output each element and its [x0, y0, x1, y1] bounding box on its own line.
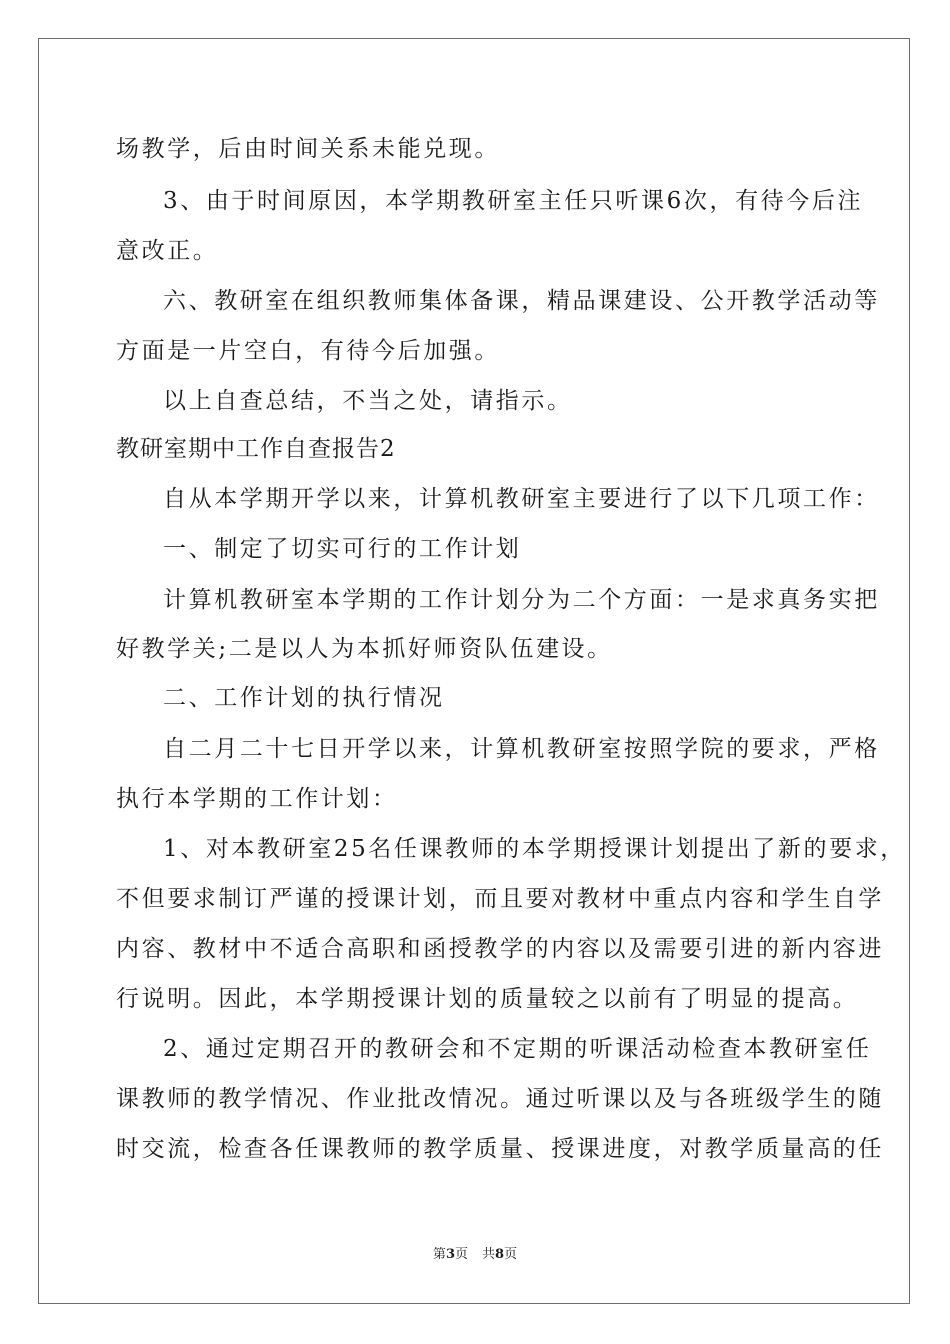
total-prefix: 共 [482, 1247, 496, 1262]
text-line: 自从本学期开学以来，计算机教研室主要进行了以下几项工作： [163, 486, 880, 512]
text-line: 意改正。 [116, 238, 219, 264]
text-line: 1、对本教研室25名任课教师的本学期授课计划提出了新的要求， [163, 836, 906, 862]
text-line: 3、由于时间原因，本学期教研室主任只听课6次，有待今后注 [163, 188, 864, 214]
text-line: 不但要求制订严谨的授课计划，而且要对教材中重点内容和学生自学 [116, 886, 884, 912]
page-suffix: 页 [454, 1247, 468, 1262]
text-line: 场教学，后由时间关系未能兑现。 [116, 136, 500, 162]
text-line: 二、工作计划的执行情况 [163, 685, 445, 711]
page-footer [0, 1247, 950, 1263]
text-line: 好教学关;二是以人为本抓好师资队伍建设。 [116, 636, 613, 662]
page-prefix: 第 [432, 1247, 446, 1262]
text-line: 时交流，检查各任课教师的教学质量、授课进度，对教学质量高的任 [116, 1136, 884, 1162]
page-number: 3 [445, 1247, 455, 1262]
page-border [38, 38, 910, 1304]
text-line: 行说明。因此，本学期授课计划的质量较之以前有了明显的提高。 [116, 986, 859, 1012]
section-heading: 教研室期中工作自查报告2 [116, 436, 396, 462]
text-line: 2、通过定期召开的教研会和不定期的听课活动检查本教研室任 [163, 1036, 872, 1062]
text-line: 以上自查总结，不当之处，请指示。 [163, 388, 573, 414]
text-line: 课教师的教学情况、作业批改情况。通过听课以及与各班级学生的随 [116, 1086, 884, 1112]
text-line: 方面是一片空白，有待今后加强。 [116, 338, 500, 364]
text-line: 六、教研室在组织教师集体备课，精品课建设、公开教学活动等 [163, 288, 880, 314]
text-line: 内容、教材中不适合高职和函授教学的内容以及需要引进的新内容进 [116, 936, 884, 962]
text-line: 一、制定了切实可行的工作计划 [163, 536, 522, 562]
total-pages: 8 [495, 1247, 505, 1262]
total-suffix: 页 [504, 1247, 518, 1262]
text-line: 计算机教研室本学期的工作计划分为二个方面：一是求真务实把 [163, 587, 880, 613]
text-line: 执行本学期的工作计划： [116, 786, 398, 812]
text-line: 自二月二十七日开学以来，计算机教研室按照学院的要求，严格 [163, 736, 880, 762]
